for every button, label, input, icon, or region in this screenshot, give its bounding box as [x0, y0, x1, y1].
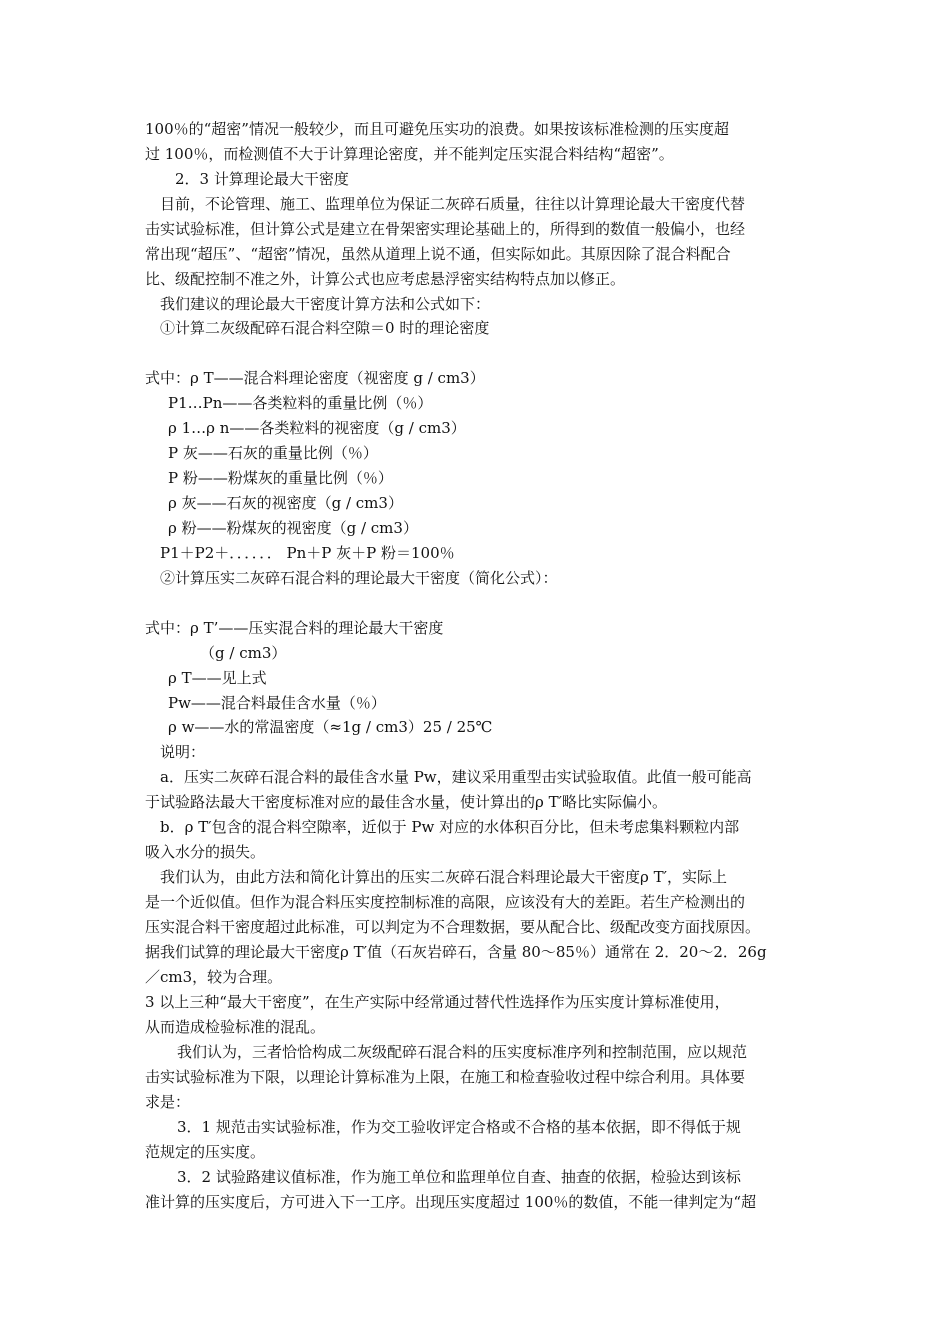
- formula-legend: （g / cm3）: [200, 644, 287, 662]
- paragraph-line: 击实试验标准，但计算公式是建立在骨架密实理论基础上的，所得到的数值一般偏小，也经: [145, 220, 746, 238]
- formula-legend: 式中：ρ T——混合料理论密度（视密度 g / cm3）: [145, 369, 485, 387]
- paragraph-line: 3．2 试验路建议值标准，作为施工单位和监理单位自查、抽查的依据，检验达到该标: [177, 1168, 741, 1186]
- paragraph-line: 过 100％，而检测值不大于计算理论密度，并不能判定压实混合料结构“超密”。: [145, 145, 674, 163]
- paragraph-line: 据我们试算的理论最大干密度ρ T′值（石灰岩碎石，含量 80～85％）通常在 2．20～2．26g: [145, 943, 767, 961]
- paragraph-line: 准计算的压实度后，方可进入下一工序。出现压实度超过 100％的数值，不能一律判定为“超: [145, 1193, 757, 1211]
- formula-legend: P 粉——粉煤灰的重量比例（％）: [168, 469, 393, 487]
- paragraph-line: 求是：: [145, 1093, 191, 1111]
- paragraph-line: b．ρ T′包含的混合料空隙率，近似于 Pw 对应的水体积百分比，但未考虑集料颗粒内部: [160, 818, 740, 836]
- paragraph-line: 吸入水分的损失。: [145, 843, 266, 861]
- paragraph-line: 是一个近似值。但作为混合料压实度控制标准的高限，应该没有大的差距。若生产检测出的: [145, 893, 746, 911]
- paragraph-line: 100％的“超密”情况一般较少，而且可避免压实功的浪费。如果按该标准检测的压实度超: [145, 120, 729, 138]
- formula-legend: P 灰——石灰的重量比例（％）: [168, 444, 378, 462]
- formula-step: ②计算压实二灰碎石混合料的理论最大干密度（简化公式）：: [160, 569, 558, 587]
- paragraph-line: 击实试验标准为下限，以理论计算标准为上限，在施工和检查验收过程中综合利用。具体要: [145, 1068, 746, 1086]
- paragraph-line: 我们认为，由此方法和简化计算出的压实二灰碎石混合料理论最大干密度ρ T′，实际上: [160, 868, 728, 886]
- paragraph-line: 比、级配控制不准之外，计算公式也应考虑悬浮密实结构特点加以修正。: [145, 270, 626, 288]
- formula-constraint: P1＋P2＋．．．．．． Pn＋P 灰＋P 粉＝100％: [160, 544, 455, 562]
- formula-legend: Pw——混合料最佳含水量（％）: [168, 694, 386, 712]
- notes-heading: 说明：: [160, 743, 206, 761]
- paragraph-line: a．压实二灰碎石混合料的最佳含水量 Pw，建议采用重型击实试验取值。此值一般可能高: [160, 768, 752, 786]
- formula-legend: 式中：ρ T’——压实混合料的理论最大干密度: [145, 619, 444, 637]
- formula-legend: ρ T——见上式: [168, 669, 267, 687]
- formula-legend: ρ 粉——粉煤灰的视密度（g / cm3）: [168, 519, 418, 537]
- formula-legend: ρ w——水的常温密度（≈1g / cm3）25 / 25℃: [168, 718, 493, 736]
- paragraph-line: 常出现“超压”、“超密”情况，虽然从道理上说不通，但实际如此。其原因除了混合料配合: [145, 245, 731, 263]
- formula-legend: ρ 灰——石灰的视密度（g / cm3）: [168, 494, 403, 512]
- paragraph-line: 于试验路法最大干密度标准对应的最佳含水量，使计算出的ρ T′略比实际偏小。: [145, 793, 668, 811]
- formula-legend: ρ 1…ρ n——各类粒料的视密度（g / cm3）: [168, 419, 466, 437]
- section-heading: 2．3 计算理论最大干密度: [175, 170, 349, 188]
- paragraph-line: 3．1 规范击实试验标准，作为交工验收评定合格或不合格的基本依据，即不得低于规: [177, 1118, 741, 1136]
- formula-legend: P1…Pn——各类粒料的重量比例（％）: [168, 394, 433, 412]
- paragraph-line: 我们建议的理论最大干密度计算方法和公式如下：: [160, 295, 491, 313]
- formula-step: ①计算二灰级配碎石混合料空隙＝0 时的理论密度: [160, 319, 490, 337]
- paragraph-line: ／cm3，较为合理。: [145, 968, 283, 986]
- paragraph-line: 目前，不论管理、施工、监理单位为保证二灰碎石质量，往往以计算理论最大干密度代替: [160, 195, 746, 213]
- paragraph-line: 我们认为，三者恰恰构成二灰级配碎石混合料的压实度标准序列和控制范围，应以规范: [177, 1043, 748, 1061]
- section-heading: 3 以上三种“最大干密度”，在生产实际中经常通过替代性选择作为压实度计算标准使用，: [145, 993, 730, 1011]
- paragraph-line: 从而造成检验标准的混乱。: [145, 1018, 326, 1036]
- paragraph-line: 范规定的压实度。: [145, 1143, 266, 1161]
- paragraph-line: 压实混合料干密度超过此标准，可以判定为不合理数据，要从配合比、级配改变方面找原因。: [145, 918, 761, 936]
